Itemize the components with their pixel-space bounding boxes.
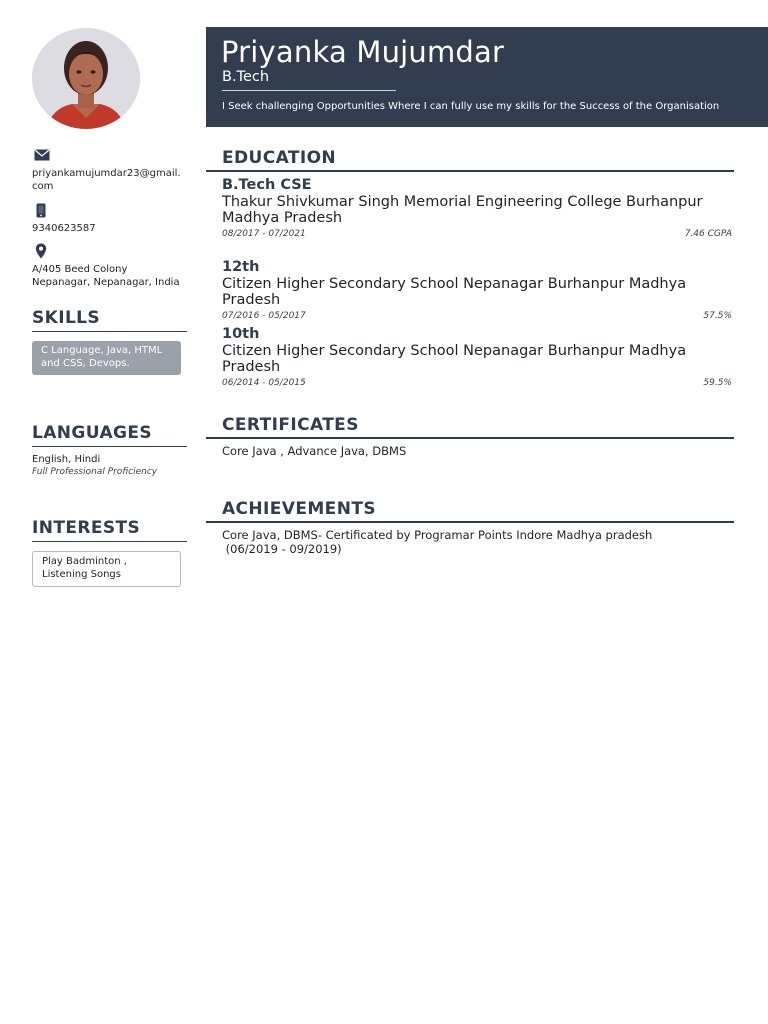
skills-heading: SKILLS bbox=[32, 308, 187, 332]
certificates-heading: CERTIFICATES bbox=[206, 415, 734, 439]
email-line-2: com bbox=[32, 181, 54, 192]
education-degree: B.Tech CSE bbox=[222, 177, 312, 193]
achievement-line-1: Core Java, DBMS- Certificated by Programar Points Indore Madhya pradesh bbox=[222, 528, 653, 542]
education-entry bbox=[222, 177, 732, 242]
contact-address bbox=[32, 263, 192, 289]
education-dates: 06/2014 - 05/2015 bbox=[222, 378, 306, 388]
profile-photo bbox=[32, 28, 140, 129]
education-entry bbox=[222, 326, 732, 391]
languages-heading: LANGUAGES bbox=[32, 423, 187, 447]
address-line-2: Nepanagar, Nepanagar, India bbox=[32, 277, 180, 288]
interest-line-2: Listening Songs bbox=[42, 569, 121, 580]
education-school-line-1: Citizen Higher Secondary School Nepanagar Burhanpur Madhya Pradesh bbox=[222, 343, 687, 375]
header-divider bbox=[222, 90, 396, 91]
education-school-line-2: Madhya Pradesh bbox=[222, 210, 343, 226]
education-meta bbox=[222, 378, 732, 391]
education-degree: 10th bbox=[222, 326, 260, 342]
education-school-line-1: Thakur Shivkumar Singh Memorial Engineering College Burhanpur bbox=[222, 194, 703, 210]
header-banner bbox=[206, 27, 768, 127]
candidate-degree: B.Tech bbox=[222, 69, 270, 85]
achievement-line-2: (06/2019 - 09/2019) bbox=[222, 541, 342, 556]
education-dates: 07/2016 - 05/2017 bbox=[222, 311, 306, 321]
education-score: 57.5% bbox=[703, 311, 732, 321]
interest-line-1: Play Badminton , bbox=[42, 556, 127, 567]
education-score: 7.46 CGPA bbox=[684, 229, 732, 239]
education-degree: 12th bbox=[222, 259, 260, 275]
education-score: 59.5% bbox=[703, 378, 732, 388]
education-heading: EDUCATION bbox=[206, 148, 734, 172]
skill-tag-line-1: C Language, Java, HTML bbox=[41, 345, 163, 356]
candidate-name: Priyanka Mujumdar bbox=[221, 35, 505, 69]
interests-heading: INTERESTS bbox=[32, 518, 187, 542]
certificates-text: Core Java , Advance Java, DBMS bbox=[222, 444, 407, 458]
skill-tag-line-2: and CSS, Devops. bbox=[41, 358, 130, 369]
language-entry bbox=[32, 453, 157, 479]
language-names: English, Hindi bbox=[32, 454, 101, 465]
envelope-icon bbox=[34, 149, 50, 165]
education-dates: 08/2017 - 07/2021 bbox=[222, 229, 306, 239]
achievements-heading: ACHIEVEMENTS bbox=[206, 499, 734, 523]
contact-phone[interactable]: 9340623587 bbox=[32, 223, 96, 234]
skill-tag bbox=[32, 341, 181, 375]
email-line-1: priyankamujumdar23@gmail. bbox=[32, 168, 181, 179]
career-objective: I Seek challenging Opportunities Where I can fully use my skills for the Success of the Organisation bbox=[222, 101, 720, 112]
education-meta bbox=[222, 229, 732, 242]
profile-photo-illustration bbox=[32, 28, 140, 129]
education-entry bbox=[222, 259, 732, 324]
language-proficiency: Full Professional Proficiency bbox=[32, 467, 158, 477]
map-pin-icon bbox=[35, 243, 51, 259]
education-school-line-1: Citizen Higher Secondary School Nepanagar Burhanpur Madhya Pradesh bbox=[222, 276, 687, 308]
contact-email[interactable] bbox=[32, 167, 192, 193]
phone-icon bbox=[36, 203, 52, 219]
address-line-1: A/405 Beed Colony bbox=[32, 264, 128, 275]
achievements-text bbox=[222, 529, 732, 556]
education-meta bbox=[222, 311, 732, 324]
interest-tag bbox=[32, 551, 181, 587]
